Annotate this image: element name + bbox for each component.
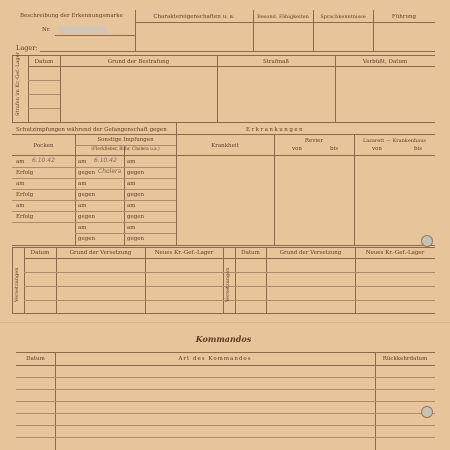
impf-row-1-a: am — [16, 159, 25, 165]
impf-row-3-a: am — [16, 181, 25, 187]
impf-row-6-c: gegen — [127, 214, 145, 220]
krankheit-header: Krankheit — [211, 143, 239, 149]
impf-row-5-a: am — [16, 203, 25, 209]
revier-von: von — [292, 146, 302, 152]
kommandos-art-header: Art des Kommandos — [178, 356, 252, 362]
revier-header: Revier — [304, 138, 324, 144]
strafen-side-label: Strafen im Kr.-Gef.-Lager — [15, 52, 21, 116]
impf-row-4-b: gegen — [78, 192, 96, 198]
sonstige-header: Sonstige Impfungen — [97, 137, 154, 143]
lazarett-header: Lazarett — Krankenhaus — [363, 138, 426, 144]
handwritten-impf-gegen: Cholera — [98, 168, 122, 175]
sonstige-subheader: (Fleckfieber, Ruhr, Cholera u.a.) — [91, 146, 160, 151]
impf-row-5-c: am — [127, 203, 136, 209]
impf-row-1-b: am — [78, 159, 87, 165]
impf-row-4-a: Erfolg — [16, 192, 34, 198]
impf-row-6-a: Erfolg — [16, 214, 34, 220]
fold-line — [0, 322, 450, 323]
vers-grund-header-left: Grund der Versetzung — [69, 250, 132, 256]
vers-lager-header-right: Neues Kr.-Gef.-Lager — [365, 250, 425, 256]
impf-row-8-c: gegen — [127, 236, 145, 242]
punch-hole — [421, 406, 433, 418]
lager-label: Lager: — [16, 44, 38, 52]
faehigkeiten-header: Besond. Fähigkeiten — [257, 14, 309, 20]
impf-row-8-b: gegen — [78, 236, 96, 242]
impf-row-1-c: am — [127, 159, 136, 165]
strafen-strafmass-header: Strafmaß — [262, 59, 290, 65]
impf-row-7-c: am — [127, 225, 136, 231]
lazarett-von: von — [372, 146, 382, 152]
nr-label: Nr. — [42, 27, 51, 33]
impf-row-2-b: gegen — [78, 170, 96, 176]
strafen-verbuesst-header: Verbüßt, Datum — [362, 59, 408, 65]
fuehrung-header: Führung — [391, 14, 417, 20]
impf-row-2-c: gegen — [127, 170, 145, 176]
lazarett-bis: bis — [414, 146, 423, 152]
punch-hole — [421, 235, 433, 247]
impf-row-5-b: am — [78, 203, 87, 209]
impf-row-3-c: am — [127, 181, 136, 187]
vers-datum-header-right: Datum — [241, 250, 260, 256]
impf-row-4-c: gegen — [127, 192, 145, 198]
erkrankungen-title: Erkrankungen — [246, 127, 305, 133]
strafen-grund-header: Grund der Bestrafung — [107, 59, 170, 65]
kommandos-title: Kommandos — [195, 334, 252, 344]
vers-datum-header-left: Datum — [30, 250, 50, 256]
impf-row-6-b: gegen — [78, 214, 96, 220]
erkennungsmarke-label: Beschreibung der Erkennungsmarke — [20, 13, 123, 19]
kommandos-rueckkehr-header: Rückkehrdatum — [382, 356, 428, 362]
handwritten-impf-date: 6.10.42 — [94, 157, 117, 164]
revier-bis: bis — [330, 146, 339, 152]
impf-row-7-b: am — [78, 225, 87, 231]
erased-number — [58, 26, 106, 34]
sprachen-header: Sprachkenntnisse — [320, 14, 366, 20]
handwritten-pocken-date: 6.10.42 — [32, 157, 55, 164]
vers-lager-header-left: Neues Kr.-Gef.-Lager — [154, 250, 214, 256]
pocken-header: Pocken — [33, 143, 54, 149]
kommandos-datum-header: Datum — [26, 356, 45, 362]
vers-grund-header-right: Grund der Versetzung — [279, 250, 342, 256]
charakter-header: Charaktereigenschaften u. a. — [153, 14, 235, 20]
impf-title: Schutzimpfungen während der Gefangenschaft gegen — [16, 127, 167, 133]
impf-row-3-b: am — [78, 181, 87, 187]
strafen-datum-header: Datum — [34, 59, 54, 65]
versetzungen-side-label-left: Versetzungen — [14, 267, 20, 302]
versetzungen-side-label-right: Versetzungen — [225, 267, 231, 302]
impf-row-2-a: Erfolg — [16, 170, 34, 176]
